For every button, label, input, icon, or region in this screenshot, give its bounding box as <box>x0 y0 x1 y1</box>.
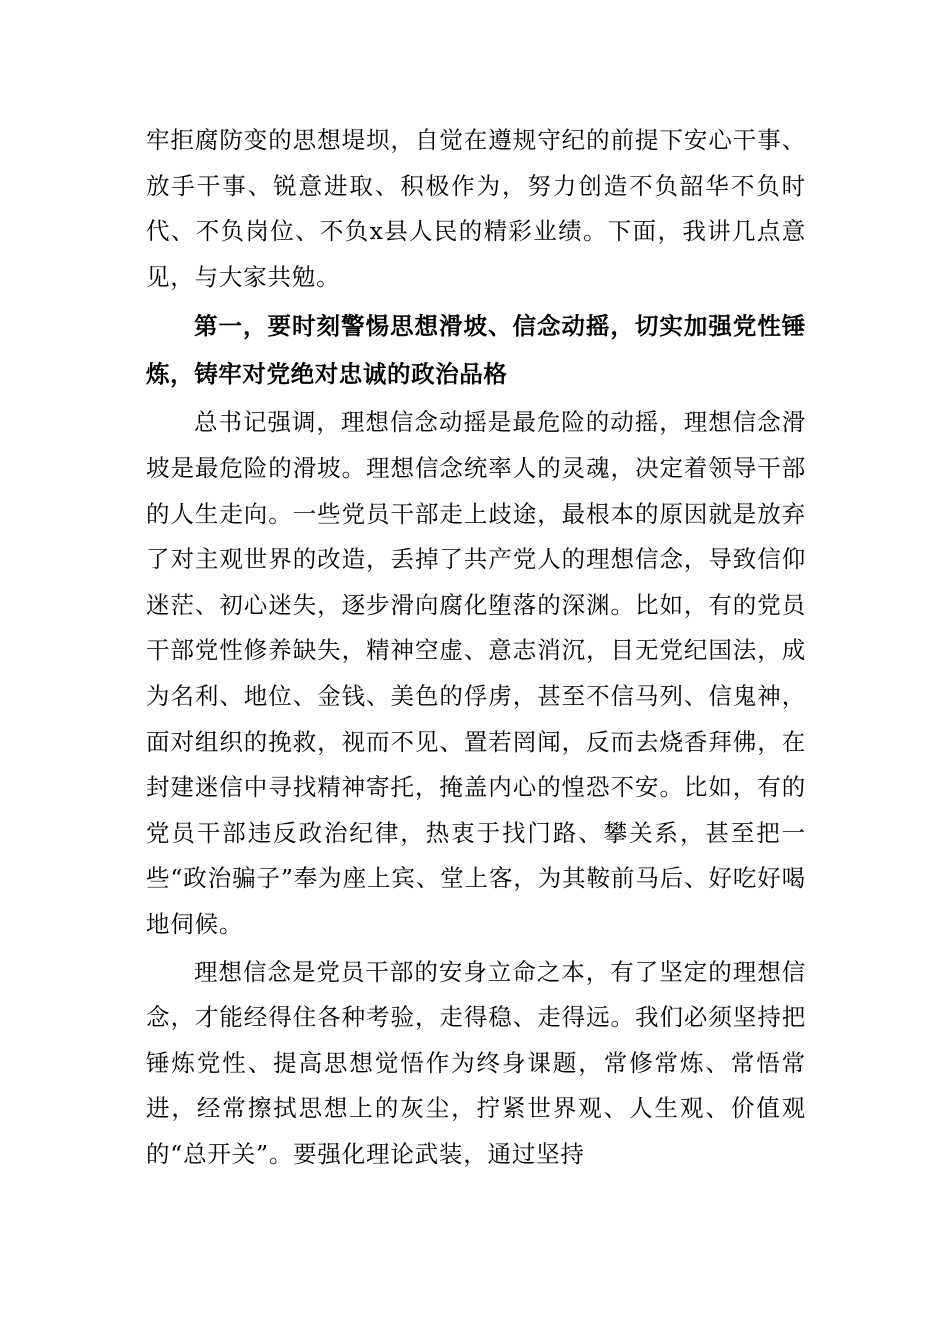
paragraph-ideals-foundation: 理想信念是党员干部的安身立命之本，有了坚定的理想信念，才能经得住各种考验，走得稳、走得远。我们必须坚持把锤炼党性、提高思想觉悟作为终身课题，常修常炼、常悟常进，经常擦拭思想上的灰尘，拧紧世界观、人生观、价值观的“总开关”。要强化理论武装，通过坚持 <box>146 957 806 1168</box>
paragraph-intro-continuation: 牢拒腐防变的思想堤坝，自觉在遵规守纪的前提下安心干事、放手干事、锐意进取、积极作为，努力创造不负韶华不负时代、不负岗位、不负x县人民的精彩业绩。下面，我讲几点意见，与大家共勉。 <box>146 126 806 291</box>
section-heading-first: 第一，要时刻警惕思想滑坡、信念动摇，切实加强党性锤炼，铸牢对党绝对忠诚的政治品格 <box>146 312 806 389</box>
paragraph-ideals-warning: 总书记强调，理想信念动摇是最危险的动摇，理想信念滑坡是最危险的滑坡。理想信念统率人的灵魂，决定着领导干部的人生走向。一些党员干部走上歧途，最根本的原因就是放弃了对主观世界的改造，丢掉了共产党人的理想信念，导致信仰迷茫、初心迷失，逐步滑向腐化堕落的深渊。比如，有的党员干部党性修养缺失，精神空虚、意志消沉，目无党纪国法，成为名利、地位、金钱、美色的俘虏，甚至不信马列、信鬼神，面对组织的挽救，视而不见、置若罔闻，反而去烧香拜佛，在封建迷信中寻找精神寄托，掩盖内心的惶恐不安。比如，有的党员干部违反政治纪律，热衷于找门路、攀关系，甚至把一些“政治骗子”奉为座上宾、堂上客，为其鞍前马后、好吃好喝地伺候。 <box>146 408 806 938</box>
document-body <box>146 118 806 1177</box>
